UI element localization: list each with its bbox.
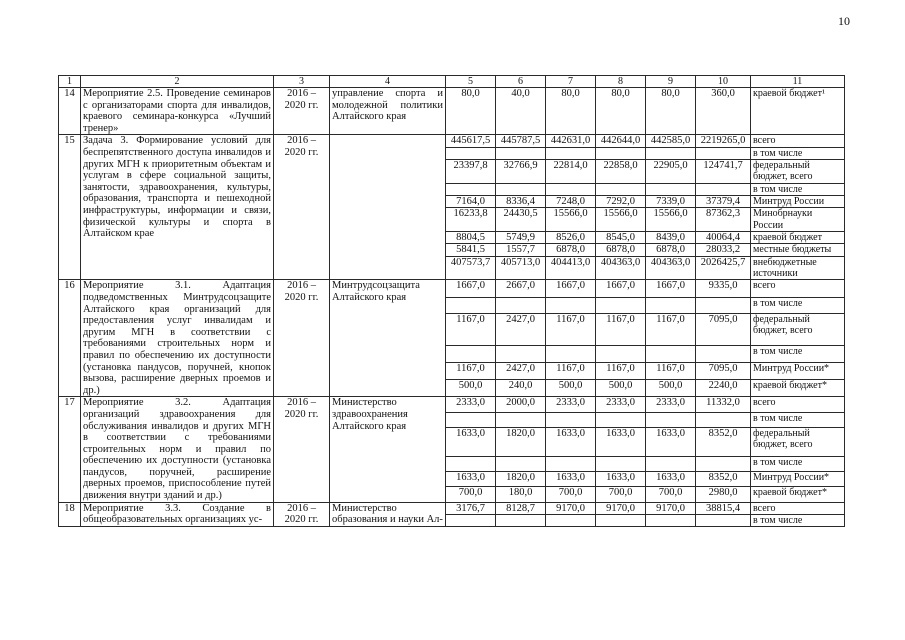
funding-amount-cell <box>546 147 596 159</box>
funding-amount-cell: 32766,9 <box>496 160 546 183</box>
funding-amount-cell <box>696 456 751 471</box>
funding-amount-cell: 22905,0 <box>646 160 696 183</box>
funding-amount-cell: 1633,0 <box>446 427 496 456</box>
funding-amount-cell: 37379,4 <box>696 195 751 208</box>
funding-amount-cell <box>596 183 646 195</box>
funding-source-cell: в том числе <box>751 183 845 195</box>
funding-amount-cell: 2333,0 <box>546 397 596 412</box>
implementation-period: 2016 – 2020 гг. <box>274 502 330 527</box>
funding-amount-cell: 8128,7 <box>496 502 546 515</box>
funding-source-cell: федеральный бюджет, всего <box>751 427 845 456</box>
funding-source-cell: в том числе <box>751 297 845 314</box>
funding-amount-cell: 7164,0 <box>446 195 496 208</box>
funding-amount-cell <box>646 183 696 195</box>
funding-source-cell: краевой бюджет¹ <box>751 88 845 135</box>
funding-amount-cell: 1557,7 <box>496 244 546 257</box>
row-number: 15 <box>59 135 81 280</box>
funding-amount-cell <box>496 346 546 363</box>
funding-amount-cell: 24430,5 <box>496 208 546 231</box>
funding-amount-cell <box>446 147 496 159</box>
funding-amount-cell: 8526,0 <box>546 231 596 244</box>
funding-amount-cell <box>696 147 751 159</box>
funding-amount-cell: 445617,5 <box>446 135 496 148</box>
funding-amount-cell: 15566,0 <box>596 208 646 231</box>
funding-amount-cell: 38815,4 <box>696 502 751 515</box>
funding-amount-cell: 700,0 <box>446 487 496 503</box>
funding-amount-cell <box>646 346 696 363</box>
activity-description: Мероприятие 2.5. Проведение семинаров с организаторами спорта для инвалидов, краевого семинара-конкурса «Лучший тренер» <box>81 88 274 135</box>
funding-amount-cell <box>546 456 596 471</box>
funding-amount-cell: 700,0 <box>596 487 646 503</box>
funding-amount-cell: 1633,0 <box>646 427 696 456</box>
funding-source-cell: в том числе <box>751 456 845 471</box>
funding-amount-cell: 2980,0 <box>696 487 751 503</box>
funding-amount-cell: 8352,0 <box>696 427 751 456</box>
funding-source-cell: Минтруд России* <box>751 471 845 486</box>
activity-description: Задача 3. Формирование условий для беспрепятственного доступа инвалидов и других МГН к приоритетным объектам и услугам в сфере социальной защиты, занятости, здравоохранения, культуры, образования, транспорта и пешеходной инфраструктуры, информации и связи, физической культуры и спорта в Алтайском крае <box>81 135 274 280</box>
executor-name: Министерство здравоохранения Алтайского края <box>330 397 446 502</box>
funding-amount-cell <box>546 515 596 527</box>
funding-amount-cell: 15566,0 <box>546 208 596 231</box>
funding-source-cell: федеральный бюджет, всего <box>751 314 845 346</box>
funding-amount-cell <box>596 346 646 363</box>
funding-amount-cell <box>696 183 751 195</box>
column-number: 2 <box>81 76 274 88</box>
budget-table-body <box>59 76 845 527</box>
column-number: 4 <box>330 76 446 88</box>
funding-amount-cell: 23397,8 <box>446 160 496 183</box>
funding-amount-cell: 5749,9 <box>496 231 546 244</box>
funding-amount-cell: 8804,5 <box>446 231 496 244</box>
funding-amount-cell <box>546 346 596 363</box>
funding-amount-cell: 2427,0 <box>496 362 546 379</box>
implementation-period: 2016 – 2020 гг. <box>274 88 330 135</box>
funding-amount-cell <box>496 515 546 527</box>
column-number: 1 <box>59 76 81 88</box>
page-number: 10 <box>838 14 850 28</box>
funding-source-cell: краевой бюджет <box>751 231 845 244</box>
funding-amount-cell: 15566,0 <box>646 208 696 231</box>
funding-amount-cell: 2000,0 <box>496 397 546 412</box>
funding-source-cell: краевой бюджет* <box>751 487 845 503</box>
funding-amount-cell: 2026425,7 <box>696 256 751 279</box>
funding-amount-cell: 1633,0 <box>546 471 596 486</box>
funding-amount-cell: 1667,0 <box>646 280 696 297</box>
funding-amount-cell <box>646 147 696 159</box>
funding-amount-cell <box>646 515 696 527</box>
row-number: 17 <box>59 397 81 502</box>
funding-amount-cell <box>496 456 546 471</box>
funding-amount-cell <box>446 346 496 363</box>
funding-amount-cell: 8336,4 <box>496 195 546 208</box>
funding-amount-cell: 1667,0 <box>596 280 646 297</box>
funding-source-cell: краевой бюджет* <box>751 380 845 397</box>
funding-amount-cell: 22814,0 <box>546 160 596 183</box>
column-number: 11 <box>751 76 845 88</box>
funding-amount-cell: 405713,0 <box>496 256 546 279</box>
funding-amount-cell: 1167,0 <box>446 314 496 346</box>
funding-amount-cell <box>446 297 496 314</box>
column-number: 5 <box>446 76 496 88</box>
column-number: 10 <box>696 76 751 88</box>
funding-amount-cell: 1633,0 <box>446 471 496 486</box>
funding-source-cell: местные бюджеты <box>751 244 845 257</box>
table-row <box>59 280 845 297</box>
funding-amount-cell: 8439,0 <box>646 231 696 244</box>
funding-source-cell: всего <box>751 135 845 148</box>
column-number: 6 <box>496 76 546 88</box>
funding-amount-cell <box>496 147 546 159</box>
row-number: 16 <box>59 280 81 397</box>
funding-amount-cell: 9170,0 <box>546 502 596 515</box>
table-row <box>59 135 845 148</box>
funding-source-cell: Минтруд России* <box>751 362 845 379</box>
activity-description: Мероприятие 3.3. Создание в общеобразовательных организациях ус- <box>81 502 274 527</box>
funding-amount-cell <box>446 183 496 195</box>
funding-amount-cell: 6878,0 <box>646 244 696 257</box>
funding-amount-cell: 9335,0 <box>696 280 751 297</box>
funding-amount-cell: 442644,0 <box>596 135 646 148</box>
funding-amount-cell: 7339,0 <box>646 195 696 208</box>
funding-source-cell: в том числе <box>751 515 845 527</box>
funding-amount-cell: 500,0 <box>446 380 496 397</box>
funding-amount-cell: 2333,0 <box>596 397 646 412</box>
funding-amount-cell: 2219265,0 <box>696 135 751 148</box>
funding-amount-cell: 1167,0 <box>546 362 596 379</box>
funding-source-cell: всего <box>751 502 845 515</box>
implementation-period: 2016 – 2020 гг. <box>274 280 330 397</box>
funding-amount-cell: 7248,0 <box>546 195 596 208</box>
funding-amount-cell <box>546 297 596 314</box>
column-number: 8 <box>596 76 646 88</box>
funding-amount-cell: 700,0 <box>646 487 696 503</box>
funding-amount-cell: 2333,0 <box>446 397 496 412</box>
funding-amount-cell <box>646 412 696 427</box>
funding-amount-cell: 2667,0 <box>496 280 546 297</box>
funding-source-cell: всего <box>751 397 845 412</box>
column-number: 3 <box>274 76 330 88</box>
executor-name <box>330 135 446 280</box>
budget-table <box>58 75 845 527</box>
implementation-period: 2016 – 2020 гг. <box>274 397 330 502</box>
funding-amount-cell: 1633,0 <box>596 471 646 486</box>
activity-description: Мероприятие 3.2. Адаптация организаций здравоохранения для обслуживания инвалидов и других МГН в соответствии с требованиями строительных норм и правил по обеспечению их доступности (установка пандусов, поручней, расширение дверных проемов, приспособление путей движения внутри зданий и др.) <box>81 397 274 502</box>
funding-amount-cell: 1167,0 <box>646 314 696 346</box>
funding-source-cell: федеральный бюджет, всего <box>751 160 845 183</box>
funding-amount-cell: 404363,0 <box>596 256 646 279</box>
funding-source-cell: в том числе <box>751 147 845 159</box>
funding-amount-cell: 1167,0 <box>446 362 496 379</box>
funding-amount-cell: 240,0 <box>496 380 546 397</box>
funding-amount-cell <box>596 297 646 314</box>
funding-source-cell: внебюджетные источники <box>751 256 845 279</box>
funding-amount-cell <box>496 297 546 314</box>
column-number-row <box>59 76 845 88</box>
funding-amount-cell: 404413,0 <box>546 256 596 279</box>
funding-amount-cell: 442585,0 <box>646 135 696 148</box>
funding-amount-cell: 500,0 <box>546 380 596 397</box>
funding-amount-cell: 80,0 <box>596 88 646 135</box>
funding-amount-cell: 9170,0 <box>596 502 646 515</box>
funding-amount-cell: 40064,4 <box>696 231 751 244</box>
funding-amount-cell: 1167,0 <box>596 362 646 379</box>
funding-amount-cell: 700,0 <box>546 487 596 503</box>
funding-amount-cell: 180,0 <box>496 487 546 503</box>
funding-amount-cell: 2240,0 <box>696 380 751 397</box>
funding-amount-cell: 2333,0 <box>646 397 696 412</box>
funding-amount-cell: 87362,3 <box>696 208 751 231</box>
funding-amount-cell: 9170,0 <box>646 502 696 515</box>
executor-name: Министерство образования и науки Ал- <box>330 502 446 527</box>
funding-amount-cell: 3176,7 <box>446 502 496 515</box>
table-row <box>59 88 845 135</box>
executor-name: управление спорта и молодежной политики Алтайского края <box>330 88 446 135</box>
funding-amount-cell: 16233,8 <box>446 208 496 231</box>
funding-amount-cell: 2427,0 <box>496 314 546 346</box>
funding-amount-cell: 40,0 <box>496 88 546 135</box>
funding-amount-cell <box>596 456 646 471</box>
funding-amount-cell <box>546 183 596 195</box>
funding-amount-cell: 360,0 <box>696 88 751 135</box>
funding-amount-cell: 7095,0 <box>696 314 751 346</box>
funding-amount-cell: 1167,0 <box>646 362 696 379</box>
funding-amount-cell <box>596 412 646 427</box>
table-row <box>59 502 845 515</box>
funding-amount-cell: 28033,2 <box>696 244 751 257</box>
funding-amount-cell: 80,0 <box>546 88 596 135</box>
funding-amount-cell <box>646 297 696 314</box>
funding-amount-cell <box>646 456 696 471</box>
funding-source-cell: в том числе <box>751 346 845 363</box>
row-number: 18 <box>59 502 81 527</box>
funding-amount-cell <box>696 515 751 527</box>
funding-amount-cell <box>446 456 496 471</box>
executor-name: Минтрудсоцзащита Алтайского края <box>330 280 446 397</box>
funding-amount-cell: 445787,5 <box>496 135 546 148</box>
funding-amount-cell: 442631,0 <box>546 135 596 148</box>
funding-amount-cell: 80,0 <box>446 88 496 135</box>
funding-amount-cell <box>446 412 496 427</box>
funding-amount-cell: 80,0 <box>646 88 696 135</box>
funding-amount-cell <box>696 412 751 427</box>
funding-amount-cell <box>546 412 596 427</box>
funding-amount-cell: 1633,0 <box>646 471 696 486</box>
activity-description: Мероприятие 3.1. Адаптация подведомственных Минтрудсоцзащите Алтайского края организаций для предоставления услуг инвалидам и другим МГН в соответствии с требованиями строительных норм и правил по обеспечению их доступности (установка пандусов, поручней, кнопок вызова, расширение дверных проемов и др.) <box>81 280 274 397</box>
funding-amount-cell: 5841,5 <box>446 244 496 257</box>
funding-amount-cell <box>496 412 546 427</box>
funding-amount-cell: 124741,7 <box>696 160 751 183</box>
funding-amount-cell: 500,0 <box>646 380 696 397</box>
funding-amount-cell <box>596 147 646 159</box>
funding-amount-cell: 500,0 <box>596 380 646 397</box>
funding-amount-cell <box>696 346 751 363</box>
funding-amount-cell: 1820,0 <box>496 427 546 456</box>
funding-source-cell: Минобрнауки России <box>751 208 845 231</box>
funding-source-cell: Минтруд России <box>751 195 845 208</box>
table-row <box>59 397 845 412</box>
funding-amount-cell: 407573,7 <box>446 256 496 279</box>
funding-amount-cell: 8545,0 <box>596 231 646 244</box>
funding-amount-cell: 7095,0 <box>696 362 751 379</box>
funding-amount-cell: 404363,0 <box>646 256 696 279</box>
funding-amount-cell: 6878,0 <box>596 244 646 257</box>
funding-amount-cell <box>596 515 646 527</box>
funding-amount-cell <box>696 297 751 314</box>
funding-source-cell: всего <box>751 280 845 297</box>
funding-amount-cell: 22858,0 <box>596 160 646 183</box>
funding-amount-cell: 1820,0 <box>496 471 546 486</box>
column-number: 7 <box>546 76 596 88</box>
column-number: 9 <box>646 76 696 88</box>
row-number: 14 <box>59 88 81 135</box>
funding-amount-cell: 1633,0 <box>596 427 646 456</box>
funding-amount-cell: 1167,0 <box>596 314 646 346</box>
funding-source-cell: в том числе <box>751 412 845 427</box>
funding-amount-cell: 1667,0 <box>446 280 496 297</box>
funding-amount-cell <box>446 515 496 527</box>
funding-amount-cell: 1633,0 <box>546 427 596 456</box>
funding-amount-cell: 11332,0 <box>696 397 751 412</box>
funding-amount-cell: 6878,0 <box>546 244 596 257</box>
funding-amount-cell <box>496 183 546 195</box>
funding-amount-cell: 8352,0 <box>696 471 751 486</box>
implementation-period: 2016 – 2020 гг. <box>274 135 330 280</box>
funding-amount-cell: 7292,0 <box>596 195 646 208</box>
funding-amount-cell: 1167,0 <box>546 314 596 346</box>
funding-amount-cell: 1667,0 <box>546 280 596 297</box>
